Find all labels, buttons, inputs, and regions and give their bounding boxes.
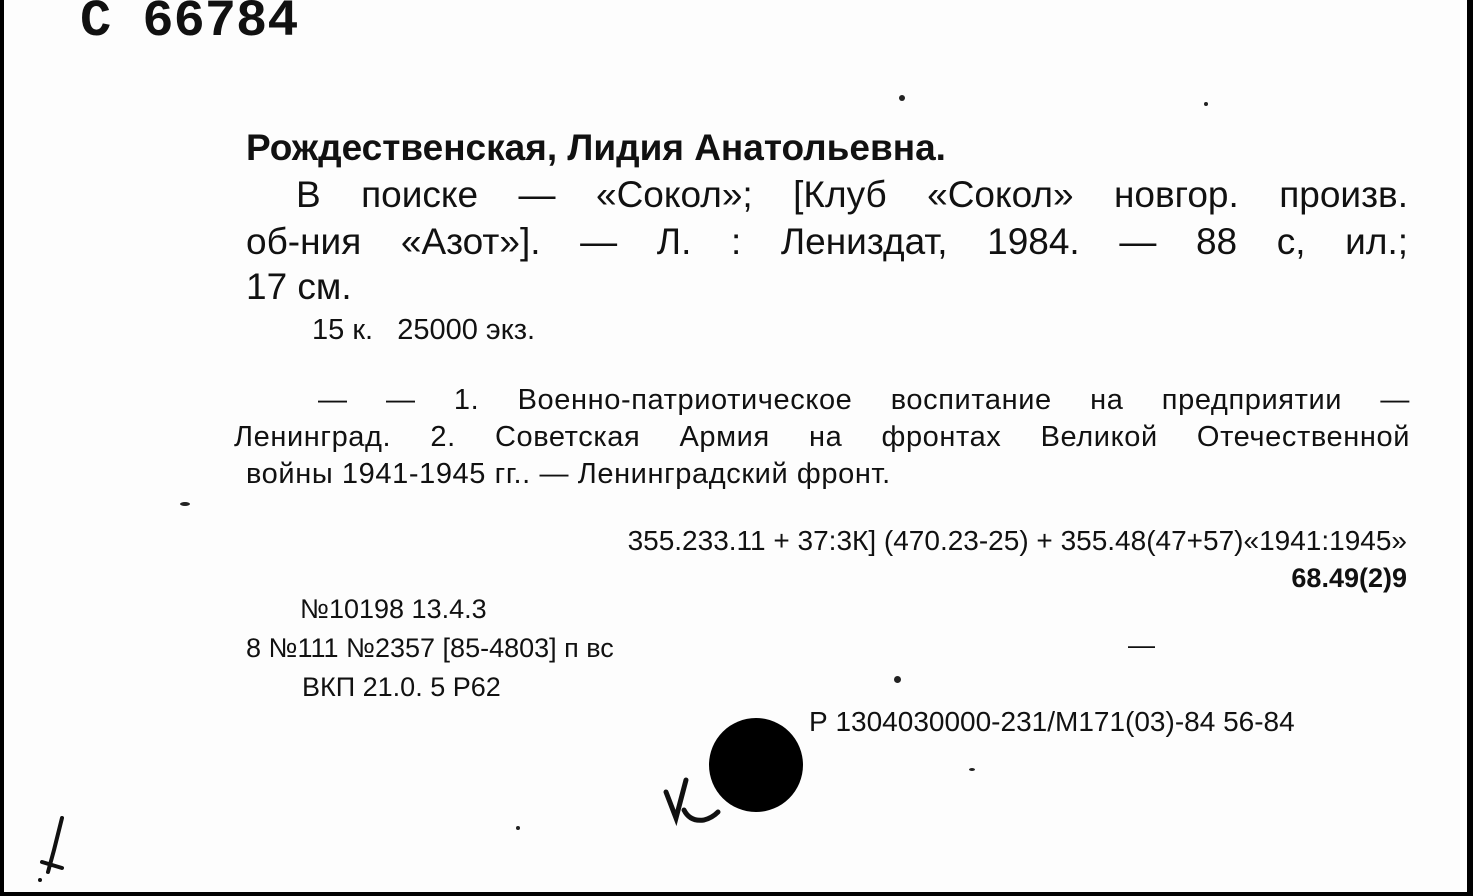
accession-line-3: ВКП 21.0. 5 Р62 — [302, 672, 501, 702]
udc-classification: 355.233.11 + 37:3К] (470.23-25) + 355.48(47+57)«1941:1945» — [627, 525, 1407, 556]
subject-line-3: войны 1941-1945 гг.. — Ленинградский фронт. — [246, 458, 891, 490]
bbk-index: 68.49(2)9 — [1291, 563, 1407, 593]
subject-line-1: — — 1. Военно-патриотическое воспитание на предприятии — — [318, 384, 1410, 416]
ink-speck — [969, 768, 975, 771]
ink-speck — [180, 502, 190, 506]
catalog-card — [4, 0, 1467, 892]
ink-speck — [894, 676, 901, 683]
dash-mark: — — [1128, 630, 1155, 660]
ink-speck — [899, 95, 905, 101]
isbn-line: Р 1304030000-231/М171(03)-84 56-84 — [809, 706, 1295, 737]
accession-line-1: №10198 13.4.3 — [300, 594, 487, 624]
ink-speck — [1204, 102, 1208, 106]
title-line-3: 17 см. — [246, 266, 352, 307]
handwritten-checkmark-icon — [660, 770, 730, 830]
ink-speck — [516, 826, 520, 830]
author-heading: Рождественская, Лидия Анатольевна. — [246, 127, 946, 168]
subject-line-2: Ленинград. 2. Советская Армия на фронтах Великой Отечественной — [234, 421, 1410, 453]
call-number: С 66784 — [80, 0, 299, 51]
title-line-2: об-ния «Азот»]. — Л. : Лениздат, 1984. — 88 с, ил.; — [246, 221, 1408, 262]
accession-line-2: 8 №111 №2357 [85-4803] п вс — [246, 633, 614, 663]
margin-scribble-icon — [32, 810, 82, 890]
title-line-1: В поиске — «Сокол»; [Клуб «Сокол» новгор. произв. — [296, 174, 1408, 215]
price-edition-line: 15 к. 25000 экз. — [312, 314, 536, 346]
